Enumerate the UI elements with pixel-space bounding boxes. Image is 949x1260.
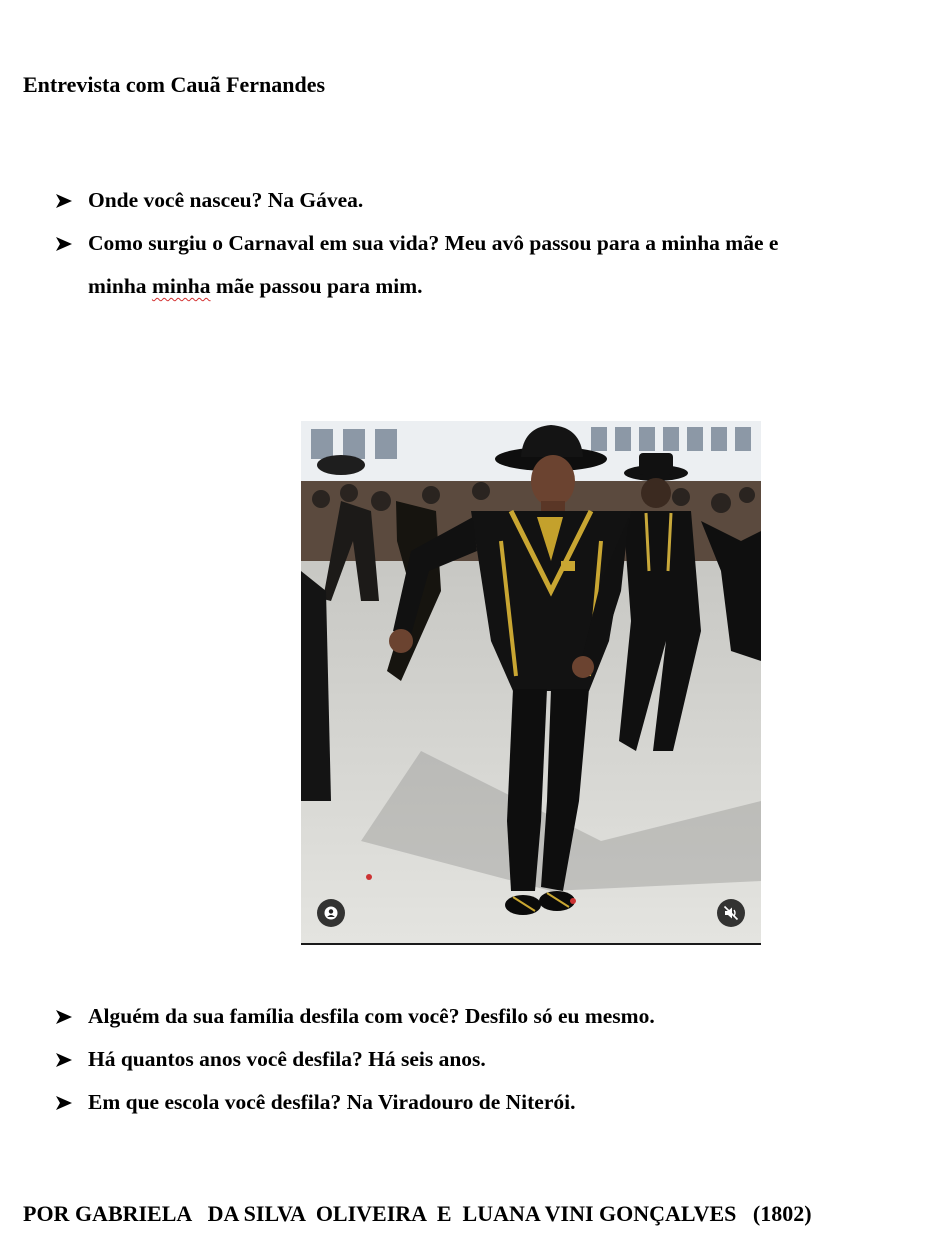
interview-list-bottom <box>55 995 935 1124</box>
arrowhead-bullet-icon <box>55 1081 79 1124</box>
question-text: Em que escola você desfila? Na Viradouro de Niterói. <box>88 1090 576 1114</box>
arrowhead-bullet-icon <box>55 1038 79 1081</box>
question-text: Há quantos anos você desfila? Há seis anos. <box>88 1047 486 1071</box>
document-title: Entrevista com Cauã Fernandes <box>23 72 326 97</box>
question-text: Onde você nasceu? Na Gávea. <box>88 188 364 212</box>
arrowhead-bullet-icon <box>55 222 79 265</box>
arrowhead-bullet-icon <box>55 995 79 1038</box>
list-item <box>55 995 935 1038</box>
carnival-dancer-photo <box>301 421 761 945</box>
spellcheck-flagged-word[interactable]: minha <box>151 274 211 298</box>
list-item <box>55 1081 935 1124</box>
arrowhead-bullet-icon <box>55 179 79 222</box>
user-icon[interactable] <box>317 899 345 927</box>
muted-speaker-icon[interactable] <box>717 899 745 927</box>
list-item <box>55 1038 935 1081</box>
question-text-end: mãe passou para mim. <box>210 274 423 298</box>
interview-list-top <box>55 179 935 308</box>
authors-footer: POR GABRIELA DA SILVA OLIVEIRA E LUANA VINI GONÇALVES (1802) <box>23 1201 812 1226</box>
question-text: Como surgiu o Carnaval em sua vida? Meu avô passou para a minha mãe e <box>88 231 779 255</box>
list-item <box>55 222 935 308</box>
list-item <box>55 179 935 222</box>
question-text: Alguém da sua família desfila com você? Desfilo só eu mesmo. <box>88 1004 655 1028</box>
question-text-continued: minha <box>88 274 152 298</box>
